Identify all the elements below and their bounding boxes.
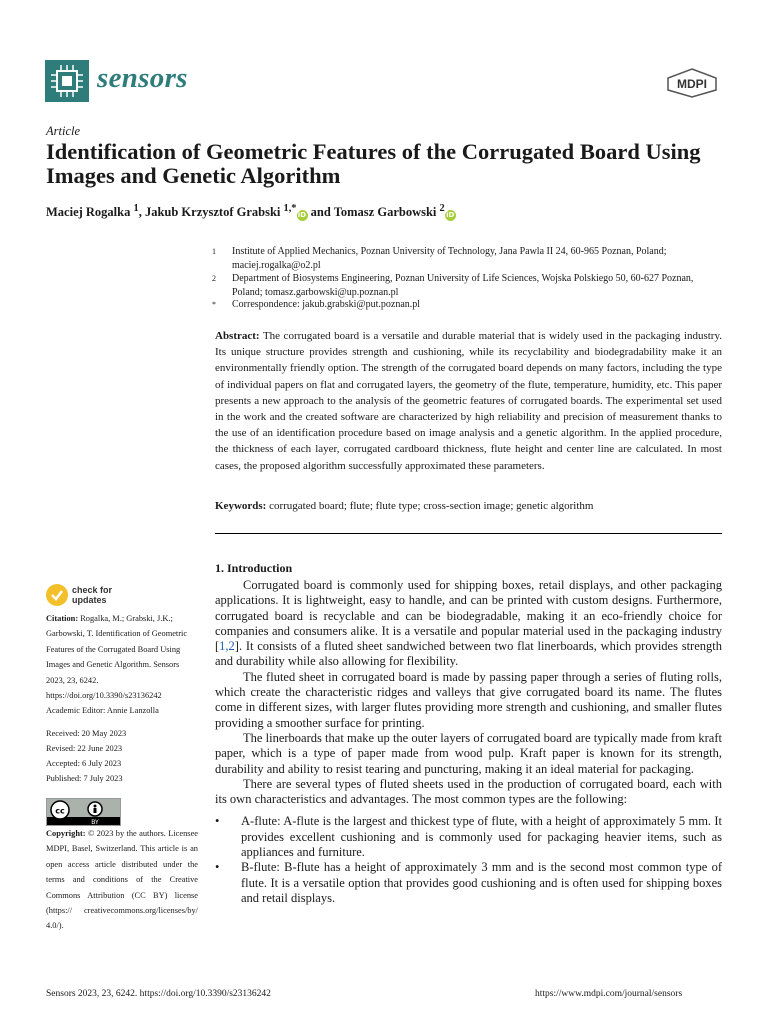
copyright-block xyxy=(46,826,198,934)
revised-date: Revised: 22 June 2023 xyxy=(46,744,123,753)
list-item xyxy=(215,860,722,906)
abstract xyxy=(215,328,722,474)
paragraph-1: Corrugated board is commonly used for shipping boxes, retail displays, and other packaging applications. It is lightweight, easy to handle, and can be printed with custom designs. Furthermore, corrugated board is recyclable and can be biodegradable, making it an eco-friendly choice for companies and consumers alike. It is a versatile and popular material used in the packaging industry [1,2]. It consists of a fluted sheet sandwiched between two flat linerboards, which provides strength and durability while also allowing for flexibility. xyxy=(215,578,722,669)
keywords-text: corrugated board; flute; flute type; cross-section image; genetic algorithm xyxy=(269,500,594,512)
author-affiliation-mark: 1,* xyxy=(283,203,297,214)
bullet-icon: • xyxy=(215,814,220,829)
affiliation-2 xyxy=(214,272,724,299)
keywords-label: Keywords: xyxy=(215,500,267,512)
mdpi-logo-text: MDPI xyxy=(677,77,707,91)
bullet-icon: • xyxy=(215,860,220,875)
mdpi-logo[interactable] xyxy=(666,68,718,98)
orcid-icon[interactable]: iD xyxy=(297,211,307,220)
abstract-label: Abstract: xyxy=(215,330,260,342)
author-name[interactable]: Maciej Rogalka xyxy=(46,205,131,220)
journal-logo-icon xyxy=(45,60,89,102)
check-updates-icon xyxy=(46,584,68,606)
article-type: Article xyxy=(46,124,81,138)
divider xyxy=(215,533,722,534)
author-affiliation-mark: 2 xyxy=(439,203,445,214)
author-affiliation-mark: 1 xyxy=(133,203,139,214)
cc-by-license-icon[interactable] xyxy=(46,798,121,826)
check-updates-line-1: check for xyxy=(72,585,113,595)
article-title: Identification of Geometric Features of the Corrugated Board Using Images and Genetic Algorithm xyxy=(46,139,701,188)
svg-text:cc: cc xyxy=(55,806,65,816)
author-list: Maciej Rogalka $^1$, Jakub Krzysztof Grabski $^{1,*}$iD and Tomasz Garbowski $^2$iD xyxy=(46,203,455,220)
citation-label: Citation: xyxy=(46,614,79,623)
copyright-label: Copyright: xyxy=(46,829,86,838)
affiliation-1 xyxy=(214,245,724,272)
citation-link[interactable]: 1,2 xyxy=(219,639,235,654)
abstract-text: The corrugated board is a versatile and durable material that is widely used in the packaging industry. Its unique structure provides strength and cushioning, while its recyclability and biodegradability make it an environmentally friendly option. The strength of the corrugated board depends on many factors, including the type of individual papers on flat and corrugated layers, the geometry of the flute, temperature, humidity, etc. This paper presents a new approach to the analysis of the geometric features of corrugated boards. The experimental set used in the work and the created software are characterized by high reliability and precision of measurement thanks to the use of an identification procedure based on image analysis and a genetic algorithm. In the applied procedure, the thickness of each layer, corrugated cardboard thickness, flute height and center line are calculated. In most cases, the proposed algorithm successfully approximated these parameters. xyxy=(215,330,722,472)
check-updates-label xyxy=(72,585,112,605)
paragraph-2: The fluted sheet in corrugated board is made by passing paper through a series of fluting rolls, which create the characteristic ridges and valleys that give corrugated board its name. The flutes come in different sizes, with larger flutes providing more strength and cushioning, and smaller flutes providing a smoother surface for printing. xyxy=(215,669,722,730)
correspondence xyxy=(214,298,724,312)
affiliation-mark: 1 xyxy=(212,247,216,256)
list-item-text: B-flute: B-flute has a height of approximately 3 mm and is the second most common type of flute. It is a versatile option that provides good cushioning and is often used for shipping boxes and retail displays. xyxy=(241,860,722,905)
citation-text: Rogalka, M.; Grabski, J.K.; Garbowski, T. Identification of Geometric Features of the Corrugated Board Using Images and Genetic Algorithm. Sensors 2023, 23, 6242. https://doi.org/10.3390/s23136242 xyxy=(46,614,188,701)
published-date: Published: 7 July 2023 xyxy=(46,774,123,783)
section-heading: 1. Introduction xyxy=(215,561,293,575)
affiliation-mark: 2 xyxy=(212,274,216,283)
list-item xyxy=(215,814,722,860)
footer-citation[interactable]: Sensors 2023, 23, 6242. https://doi.org/10.3390/s23136242 xyxy=(46,989,271,999)
journal-name[interactable]: sensors xyxy=(97,62,188,94)
citation-block xyxy=(46,611,196,703)
check-for-updates-button[interactable] xyxy=(46,584,156,608)
affiliation-text: Institute of Applied Mechanics, Poznan University of Technology, Jana Pawla II 24, 60-965 Poznan, Poland; maciej.rogalka@o2.pl xyxy=(232,246,667,271)
affiliation-mark: * xyxy=(212,300,216,309)
paragraph-3: The linerboards that make up the outer layers of corrugated board are typically made from kraft paper, which is a type of paper made from wood pulp. Kraft paper is known for its strength, durability and ability to resist tearing and puncturing, making it an ideal material for packaging. xyxy=(215,730,722,776)
received-date: Received: 20 May 2023 xyxy=(46,729,127,738)
paragraph-4: There are several types of fluted sheets used in the production of corrugated board, each with its own characteristics and advantages. The most common types are the following: xyxy=(215,776,722,807)
list-item-text: A-flute: A-flute is the largest and thickest type of flute, with a height of approximately 5 mm. It provides excellent cushioning and is commonly used for packaging heavier items, such as appliances and furniture. xyxy=(241,814,722,860)
cc-by-label: BY xyxy=(91,819,99,825)
affiliation-text: Department of Biosystems Engineering, Poznan University of Life Sciences, Wojska Polskiego 50, 60-627 Poznan, Poland; tomasz.garbowski@up.poznan.pl xyxy=(232,273,694,298)
body-text xyxy=(215,578,722,906)
correspondence-text: Correspondence: jakub.grabski@put.poznan.pl xyxy=(232,299,421,310)
check-updates-line-2: updates xyxy=(72,595,107,605)
academic-editor: Academic Editor: Annie Lanzolla xyxy=(46,706,159,715)
orcid-icon[interactable]: iD xyxy=(446,211,455,220)
flute-type-list xyxy=(215,814,722,906)
accepted-date: Accepted: 6 July 2023 xyxy=(46,759,122,768)
copyright-text: © 2023 by the authors. Licensee MDPI, Basel, Switzerland. This article is an open access article distributed under the terms and conditions of the Creative Commons Attribution (CC BY) license (https:// creativecommons.org/licenses/by/ 4.0/). xyxy=(46,829,198,931)
author-name[interactable]: Tomasz Garbowski xyxy=(333,205,437,220)
footer-journal-url[interactable]: https://www.mdpi.com/journal/sensors xyxy=(535,989,683,999)
keywords xyxy=(215,500,722,512)
author-name[interactable]: Jakub Krzysztof Grabski xyxy=(144,205,281,220)
